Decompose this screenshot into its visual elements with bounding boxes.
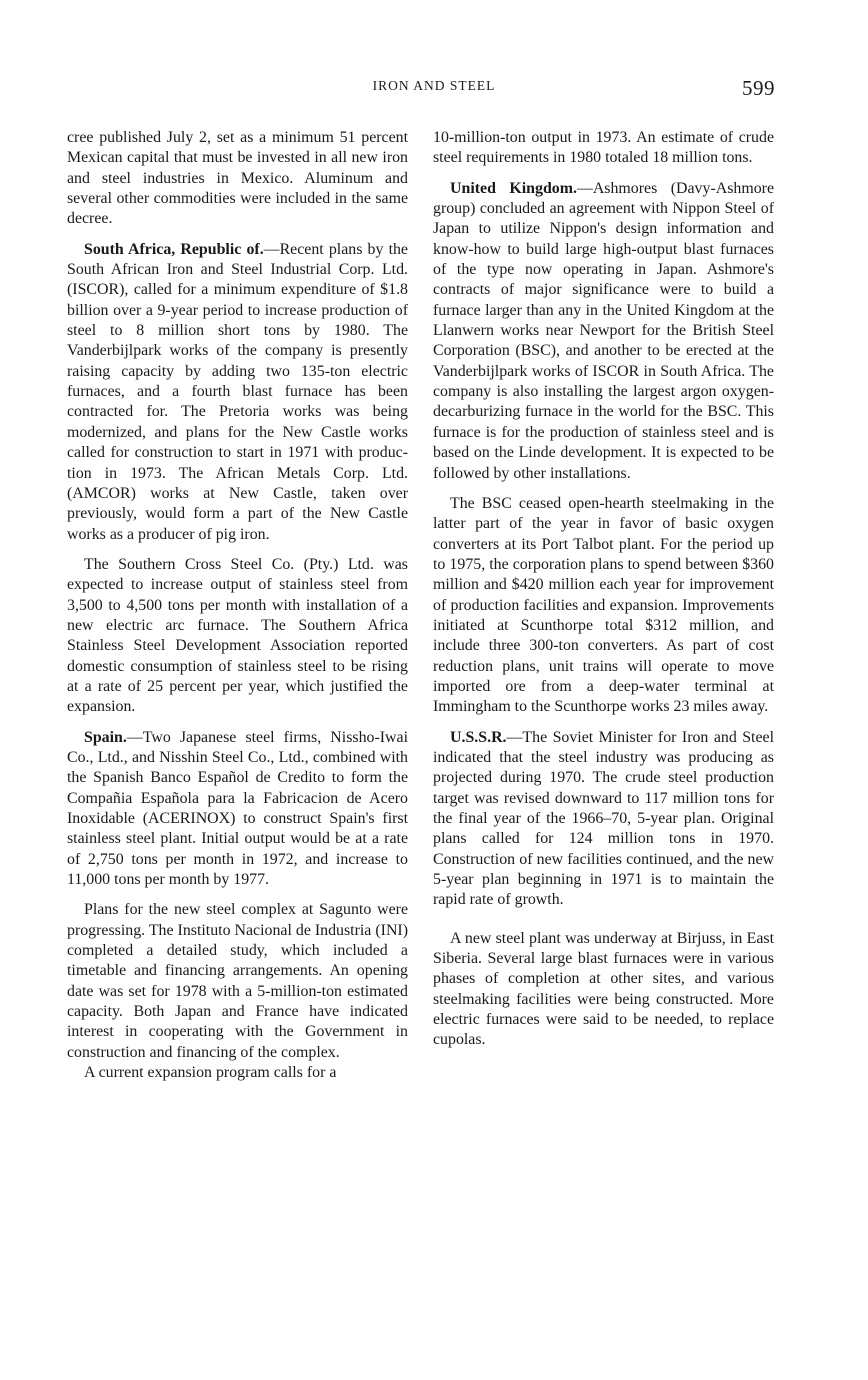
paragraph-southern-cross: The Southern Cross Steel Co. (Pty.) Ltd. was expected to increase output of stainless steel from 3,500 to 4,500 tons per month with installation of a new electric arc furnace. The Southern Africa Stainless Steel Development Association reported domestic consumption of stainless steel to be rising at a rate of 25 percent per year, which justified the expansion. [67, 555, 408, 716]
paragraph-bsc: The BSC ceased open-hearth steelmaking in the latter part of the year in favor of basic oxygen converters at its Port Talbot plant. For the period up to 1975, the corporation plans to spend between $360 million and $420 million each year for improvement of production facilities and expansion. Improvements initiated at Scunthorpe total $312 million, and include three 300-ton converters. As part of cost reduction plans, unit trains will operate to move imported ore from a deep-water terminal at Immingham to the Scunthorpe works 23 miles away. [433, 494, 774, 716]
paragraph-spain-text: —Two Japanese steel firms, Nissho-Iwai Co., Ltd., and Nisshin Steel Co., Ltd., combined with the Spanish Banco Español de Credito to form the Compañia Española para la Fabricacion de Acero Inoxidable (ACERINOX) to construct Spain's first stainless steel plant. Initial output would be at a rate of 2,750 tons per month in 1972, and increase to 11,000 tons per month by 1977. [67, 728, 408, 889]
paragraph-expansion-program: A current expansion program calls for a [84, 1064, 337, 1082]
paragraph-spain [67, 728, 408, 891]
paragraph-birjuss: A new steel plant was underway at Birjuss, in East Siberia. Several large blast furnaces were in various phases of completion at other sites, and various steelmaking facilities were being constructed. More electric furnaces were said to be needed, to replace cupolas. [433, 929, 774, 1049]
paragraph-united-kingdom [433, 179, 774, 484]
paragraph-output-estimate: 10-million-ton output in 1973. An estimate of crude steel requirements in 1980 totaled 18 million tons. [433, 129, 774, 167]
page-number: 599 [742, 76, 775, 100]
section-heading-ussr: U.S.S.R. [450, 728, 507, 746]
section-heading-south-africa: South Africa, Republic of. [84, 240, 264, 258]
paragraph-south-africa-text: —Recent plans by the South African Iron and Steel Industrial Corp. Ltd. (ISCOR), called for a minimum expenditure of $1.8 billion over a 9-year period to increase production of steel to 8 million short tons by 1980. The Vanderbijlpark works of the company is presently raising capacity by adding two 135-ton electric furnaces, and a fourth blast furnace has been contracted for. The Pretoria works was being modernized, and plans for the New Castle works called for construction to start in 1971 with production in 1973. The African Metals Corp. Ltd. (AMCOR) works at New Castle, taken over previously, would form a part of the New Castle works as a producer of pig iron. [67, 240, 408, 543]
paragraph-south-africa [67, 240, 408, 545]
paragraph-ussr-text: —The Soviet Minister for Iron and Steel indicated that the steel industry was producing as projected during 1970. The crude steel production target was revised downward to 117 million tons for the final year of the 1966–70, 5-year plan. Original plans called for 124 million tons in 1970. Construction of new facilities continued, and the new 5-year plan beginning in 1971 is to maintain the rapid rate of growth. [433, 728, 774, 909]
paragraph-sagunto: Plans for the new steel complex at Sagunto were progressing. The Instituto Nacional de Industria (INI) completed a detailed study, which included a timetable and financing arrangements. An opening date was set for 1978 with a 5-million-ton estimated capacity. Both Japan and France have indicated interest in cooperating with the Government in construction and financing of the complex. [67, 901, 408, 1061]
right-column [433, 128, 774, 1051]
paragraph-mexico-decree: cree published July 2, set as a minimum 51 percent Mexican capital that must be invested in all new iron and steel industries in Mexico. Aluminum and several other commodities were included in the same decree. [67, 129, 408, 228]
section-heading-spain: Spain. [84, 728, 127, 746]
paragraph-united-kingdom-text: —Ashmores (Davy-Ashmore group) concluded an agreement with Nippon Steel of Japan to utilize Nippon's design information and know-how to build large high-output blast furnaces of the type now operating in Japan. Ashmore's contracts of major significance were to build a furnace larger than any in the United Kingdom at the Llanwern works near Newport for the British Steel Corporation (BSC), and another to be erected at the Vanderbijlpark works of ISCOR in South Africa. The company is also installing the largest argon oxygen-decarburizing furnace in the world for the BSC. This furnace is for the production of stainless steel and is based on the Linde development. It is expected to be followed by other installations. [433, 179, 774, 482]
section-heading-united-kingdom: United Kingdom. [450, 179, 577, 197]
paragraph-ussr [433, 728, 774, 911]
running-head: IRON AND STEEL [372, 78, 496, 93]
left-column [67, 128, 408, 1083]
